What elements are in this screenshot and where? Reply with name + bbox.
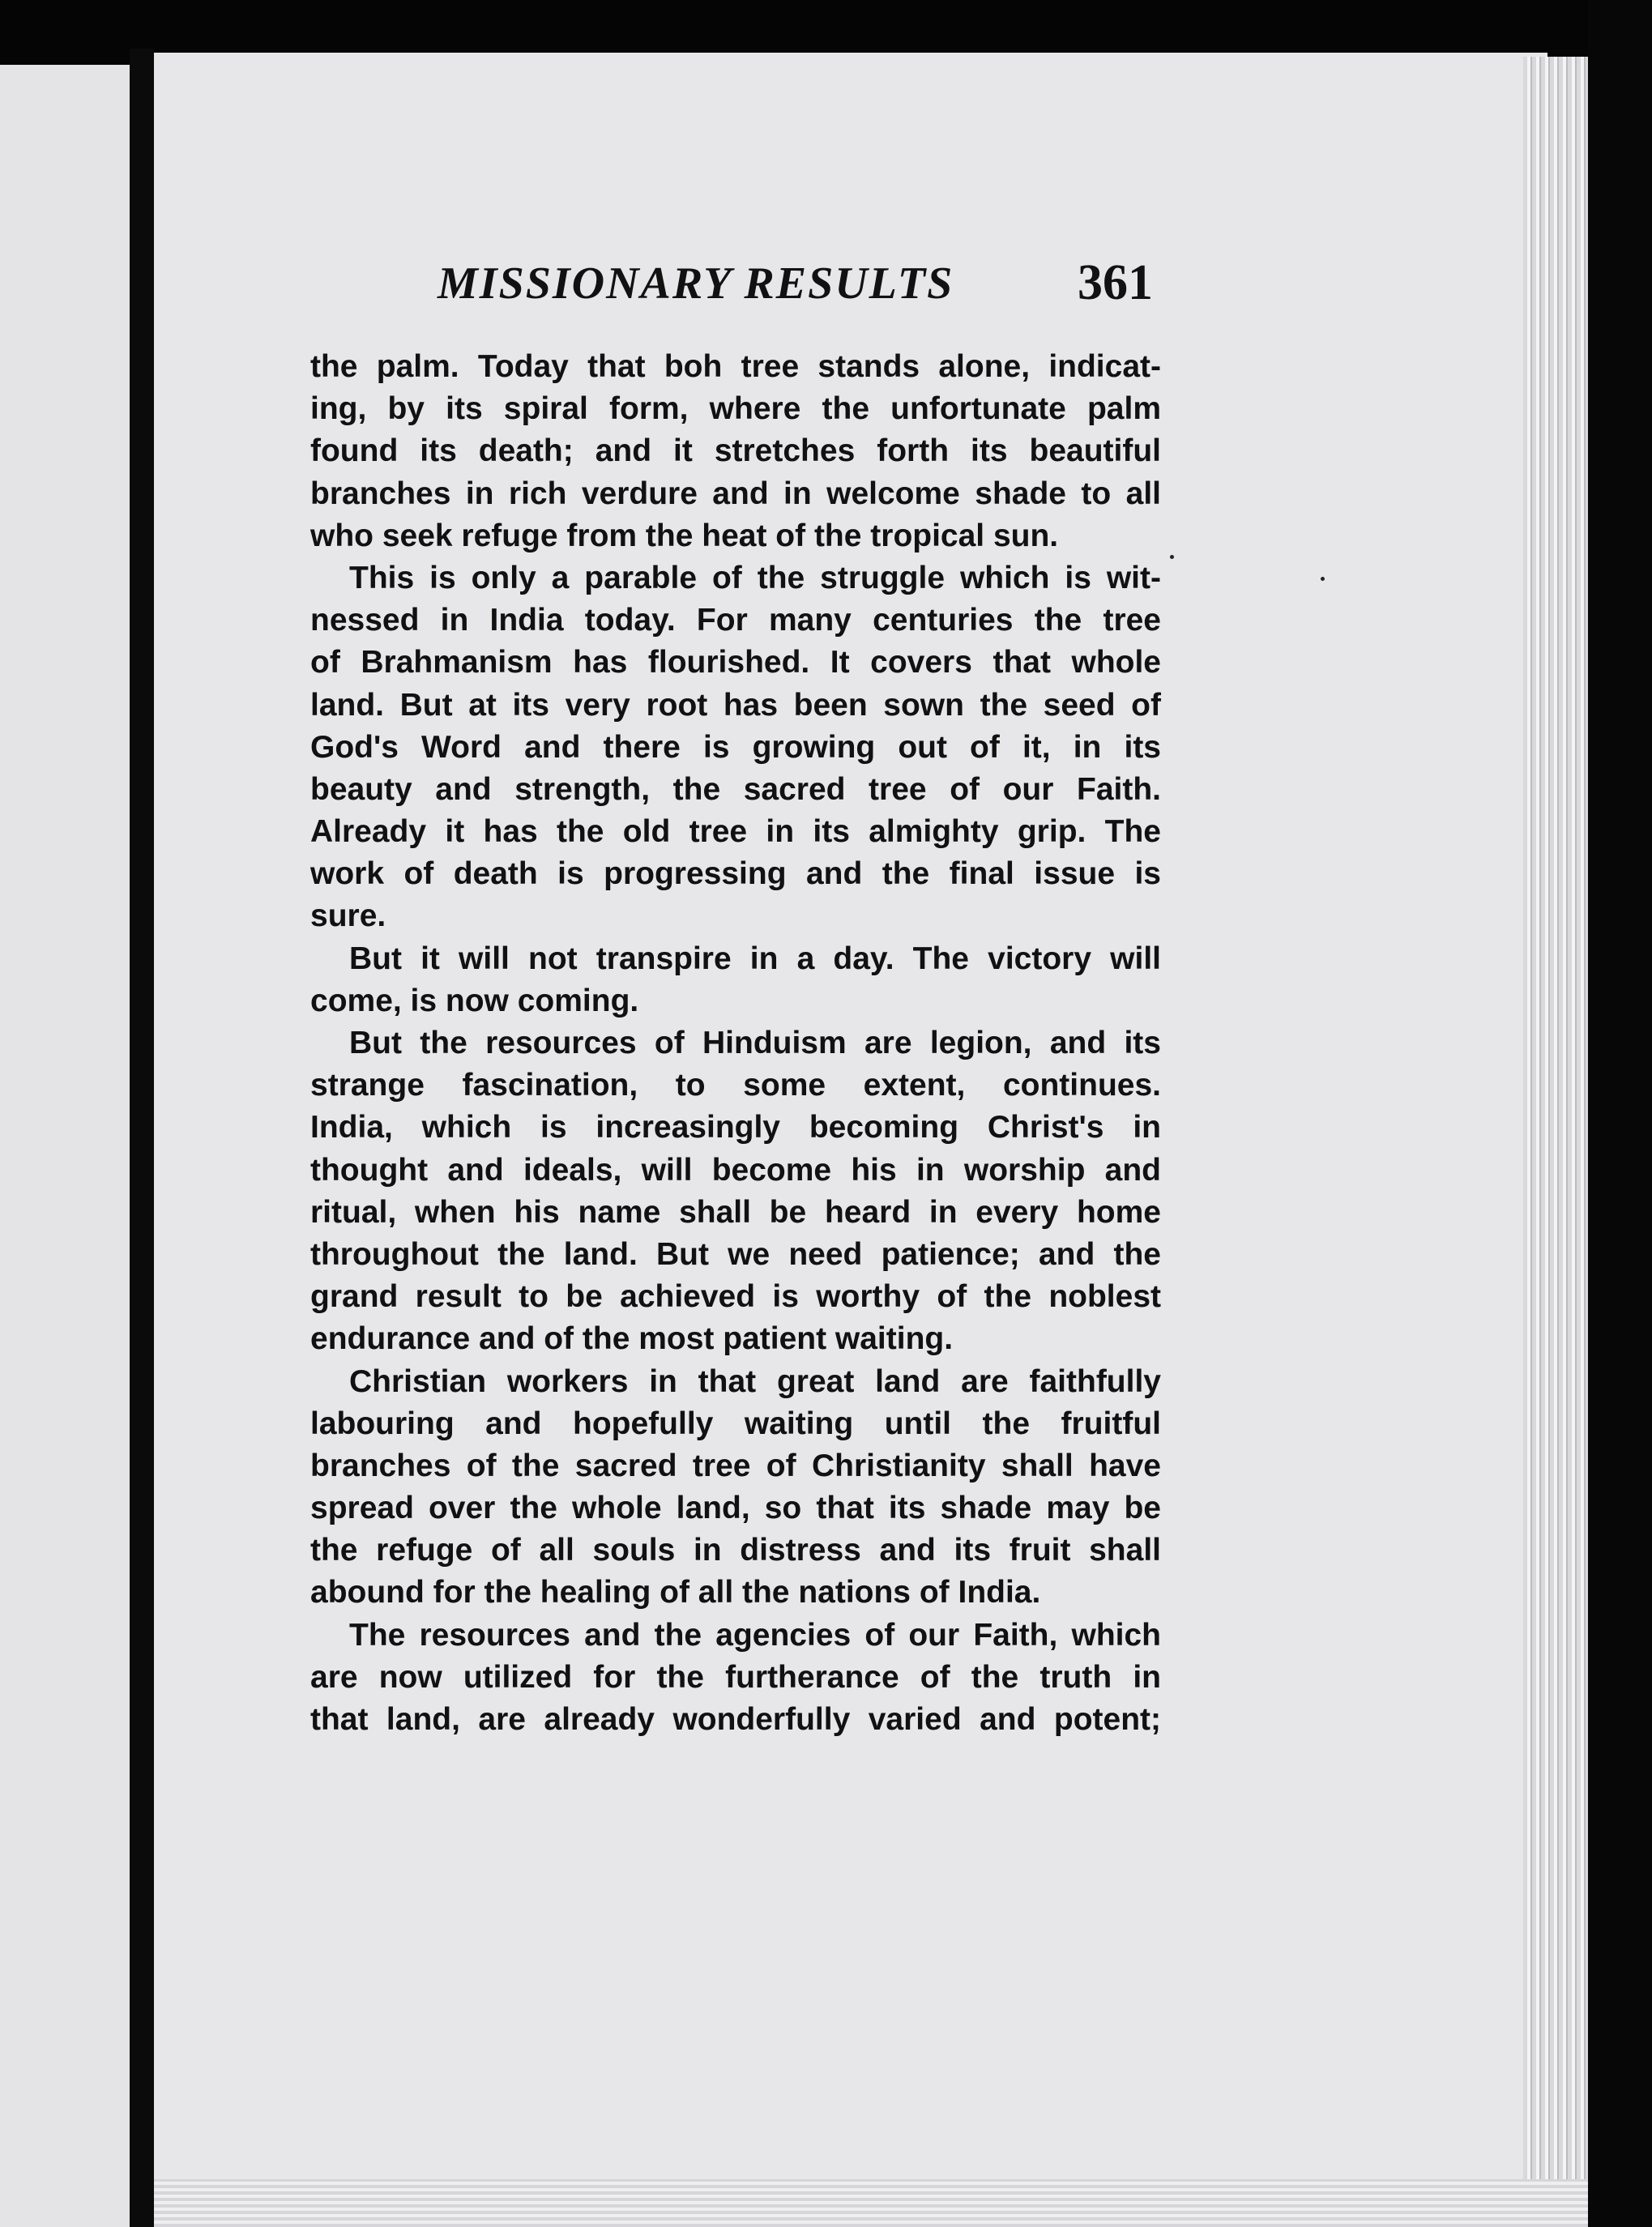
scan-speck (1321, 577, 1325, 581)
scan-border-right (1588, 0, 1652, 2227)
text-line: are now utilized for the furtherance of the truth in (310, 1659, 1161, 1695)
text-line: nessed in India today. For many centuries the tree (310, 603, 1161, 638)
body-text (310, 346, 1161, 1741)
text-line: spread over the whole land, so that its shade may be (310, 1491, 1161, 1526)
text-line: found its death; and it stretches forth its beautiful (310, 433, 1161, 469)
text-line: who seek refuge from the heat of the tropical sun. (310, 518, 1059, 553)
page-stack-edge (1523, 57, 1588, 2227)
text-line: Already it has the old tree in its almighty grip. The (310, 814, 1161, 850)
text-line: ing, by its spiral form, where the unfortunate palm (310, 391, 1161, 427)
page-header (438, 255, 1167, 322)
text-line: grand result to be achieved is worthy of the noblest (310, 1279, 1161, 1315)
text-line: the palm. Today that boh tree stands alone, indicat- (310, 349, 1161, 384)
text-line: land. But at its very root has been sown the seed of (310, 687, 1161, 723)
scan-speck (1170, 555, 1174, 559)
text-line: work of death is progressing and the final issue is (310, 856, 1161, 892)
text-line: This is only a parable of the struggle which is wit- (349, 560, 1161, 595)
text-line: beauty and strength, the sacred tree of our Faith. (310, 771, 1161, 807)
page-number: 361 (1078, 255, 1153, 310)
text-line: But it will not transpire in a day. The victory will (349, 941, 1161, 976)
book-gutter (130, 49, 154, 2227)
facing-page-edge (0, 65, 130, 2227)
text-line: abound for the healing of all the nations of India. (310, 1575, 1041, 1611)
text-line: sure. (310, 898, 386, 934)
text-line: come, is now coming. (310, 983, 639, 1018)
page-stack-bottom (154, 2179, 1596, 2227)
text-line: branches in rich verdure and in welcome shade to all (310, 476, 1161, 511)
text-line: India, which is increasingly becoming Christ's in (310, 1110, 1161, 1145)
text-line: Christian workers in that great land are faithfully (349, 1363, 1161, 1399)
text-line: branches of the sacred tree of Christianity shall have (310, 1448, 1161, 1483)
text-line: God's Word and there is growing out of it, in its (310, 729, 1161, 765)
running-title: MISSIONARY RESULTS (438, 258, 954, 309)
text-line: of Brahmanism has flourished. It covers that whole (310, 645, 1161, 680)
text-line: The resources and the agencies of our Faith, which (349, 1617, 1161, 1653)
text-line: that land, are already wonderfully varied and potent; (310, 1702, 1161, 1737)
text-line: thought and ideals, will become his in worship and (310, 1152, 1161, 1188)
text-line: the refuge of all souls in distress and its fruit shall (310, 1533, 1161, 1568)
text-line: strange fascination, to some extent, continues. (310, 1068, 1161, 1103)
text-line: But the resources of Hinduism are legion, and its (349, 1026, 1161, 1060)
text-line: ritual, when his name shall be heard in every home (310, 1194, 1161, 1230)
text-line: endurance and of the most patient waiting. (310, 1321, 954, 1357)
text-line: throughout the land. But we need patience; and the (310, 1236, 1161, 1272)
text-line: labouring and hopefully waiting until the fruitful (310, 1406, 1161, 1441)
